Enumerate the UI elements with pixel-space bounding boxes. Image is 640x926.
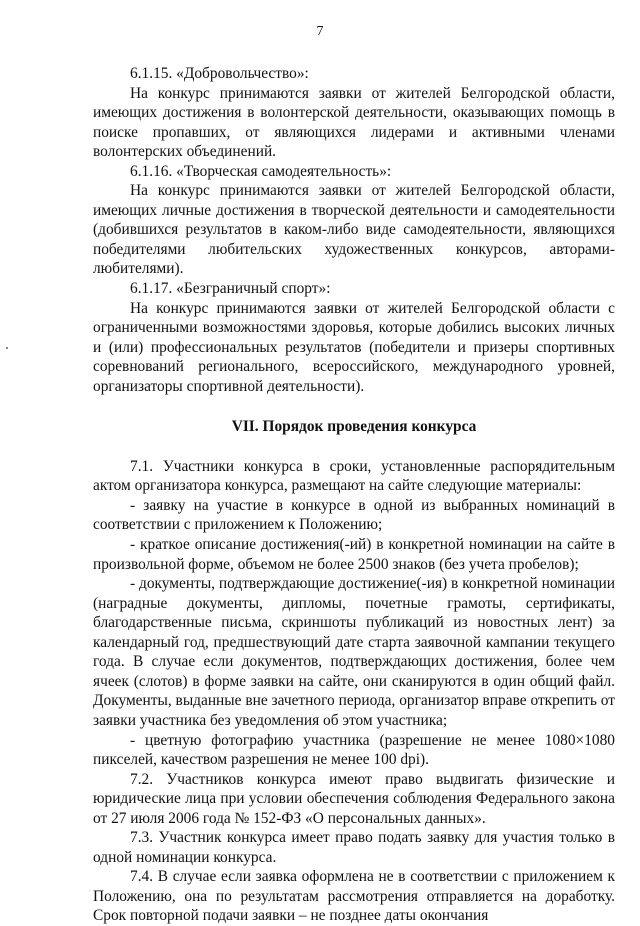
clause-7-2: 7.2. Участников конкурса имеют право выдвигать физические и юридические лица при условии обеспечения соблюдения Федерального закона от 27 июля 2006 года № 152-ФЗ «О персональных данных». xyxy=(93,770,615,827)
clause-7-1-item-application: - заявку на участие в конкурсе в одной из выбранных номинаций в соответствии с приложением к Положению; xyxy=(93,496,615,534)
clause-7-4: 7.4. В случае если заявка оформлена не в соответствии с приложением к Положению, она по результатам рассмотрения отправляется на доработку. Срок повторной подачи заявки – не позднее даты окончания xyxy=(93,868,615,925)
clause-7-1-item-description: - краткое описание достижения(-ий) в конкретной номинации на сайте в произвольной форме, объемом не более 2500 знаков (без учета пробелов); xyxy=(93,536,615,573)
clause-7-1-item-documents: - документы, подтверждающие достижение(-ия) в конкретной номинации (наградные документы, дипломы, почетные грамоты, сертификаты, благодарственные письма, скриншоты публикаций из новостных лент) за календарный год, предшествующий дате старта заявочной кампании текущего года. В случае если документов, подтверждающих достижения, более чем ячеек (слотов) в форме заявки на сайте, они сканируются в один общий файл. Документы, выданные вне зачетного периода, организатор вправе открепить от заявки участника без уведомления об этом участника; xyxy=(93,575,615,729)
scan-mark xyxy=(6,347,8,349)
document-body xyxy=(93,64,615,926)
nomination-6-1-15-title: 6.1.15. «Добровольчество»: xyxy=(130,65,309,82)
nomination-6-1-17-text: На конкурс принимаются заявки от жителей Белгородской области с ограниченными возможностями здоровья, которые добились высоких личных и (или) профессиональных результатов (победители и призеры спортивных соревнований регионального, всероссийского, международного уровней, организаторы спортивной деятельности). xyxy=(93,299,615,395)
nomination-6-1-16-text: На конкурс принимаются заявки от жителей Белгородской области, имеющих личные достижения в творческой деятельности и самодеятельности (добившихся результатов в каком-либо виде самодеятельности, являющихся победителями любительских художественных конкурсов, авторами-любителями). xyxy=(93,182,615,278)
nomination-6-1-17-title: 6.1.17. «Безграничный спорт»: xyxy=(130,280,331,298)
clause-7-1-item-photo: - цветную фотографию участника (разрешение не менее 1080×1080 пикселей, качеством разрешения не менее 100 dpi). xyxy=(93,731,615,769)
clause-7-1: 7.1. Участники конкурса в сроки, установленные распорядительным актом организатора конкурса, размещают на сайте следующие материалы: xyxy=(93,457,615,495)
nomination-6-1-16-title: 6.1.16. «Творческая самодеятельность»: xyxy=(130,162,392,180)
nomination-6-1-15-text: На конкурс принимаются заявки от жителей Белгородской области, имеющих достижения в волонтерской деятельности, оказывающих помощь в поиске пропавших, от являющихся лидерами и активными членами волонтерских объединений. xyxy=(93,84,615,161)
clause-7-3: 7.3. Участник конкурса имеет право подать заявку для участия только в одной номинации конкурса. xyxy=(93,829,615,866)
page-number: 7 xyxy=(316,24,324,39)
section-heading: VII. Порядок проведения конкурса xyxy=(231,418,477,436)
